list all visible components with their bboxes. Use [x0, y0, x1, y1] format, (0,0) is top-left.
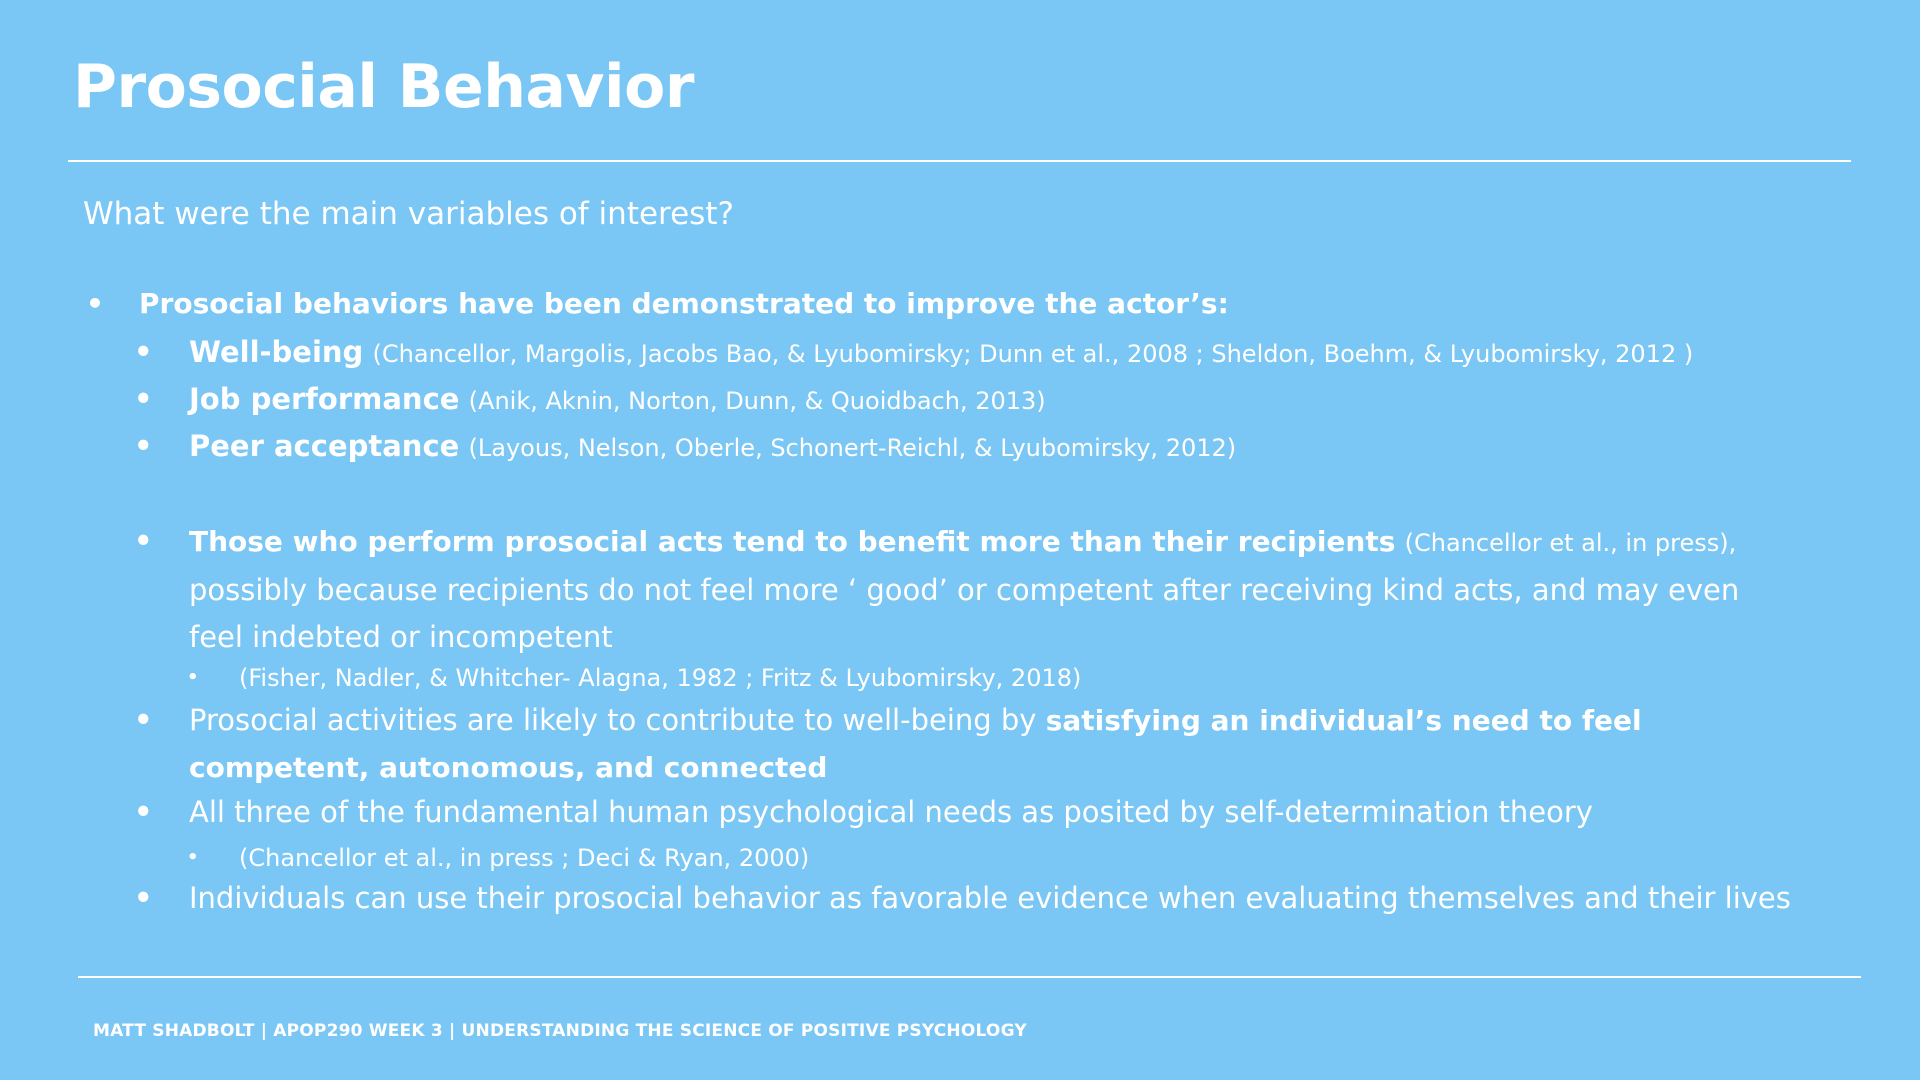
bullet-activities	[134, 697, 1789, 791]
activities-text: Prosocial activities are likely to contribute to well-being by	[189, 703, 1046, 737]
activities-needs: satisfying an individual’s need to feel competent, autonomous, and connected	[189, 704, 1642, 784]
bullet-peer-acceptance	[134, 429, 1237, 463]
bullet-dot: •	[134, 881, 153, 915]
benefit-inline-citation: (Chancellor et al., in press),	[1404, 529, 1737, 557]
bullet-dot: •	[134, 703, 153, 737]
bullet-wellbeing	[134, 335, 1694, 369]
bullet-needs-citation	[187, 844, 810, 872]
bullet-intro	[86, 287, 1229, 320]
bullet-dot: •	[86, 287, 104, 320]
bullet-dot: •	[134, 429, 153, 463]
bullet-evidence	[134, 881, 1791, 915]
bullet-benefit	[134, 518, 1789, 661]
slide-footer: MATT SHADBOLT | APOP290 WEEK 3 | UNDERSTANDING THE SCIENCE OF POSITIVE PSYCHOLOGY	[93, 1021, 1027, 1041]
bullet-dot: •	[134, 335, 153, 369]
benefit-citation-text: (Fisher, Nadler, & Whitcher- Alagna, 1982 ; Fritz & Lyubomirsky, 2018)	[239, 664, 1082, 692]
benefit-claim: Those who perform prosocial acts tend to benefit more than their recipients	[189, 525, 1396, 558]
evidence-text: Individuals can use their prosocial behavior as favorable evidence when evaluating themselves and their lives	[189, 881, 1791, 915]
needs-citation-text: (Chancellor et al., in press ; Deci & Ryan, 2000)	[239, 844, 810, 872]
benefit-explanation: possibly because recipients do not feel more ‘ good’ or competent after receiving kind acts, and may even feel indebted or incompetent	[189, 573, 1740, 654]
peer-acceptance-citation: (Layous, Nelson, Oberle, Schonert-Reichl, & Lyubomirsky, 2012)	[468, 434, 1237, 462]
wellbeing-citation: (Chancellor, Margolis, Jacobs Bao, & Lyubomirsky; Dunn et al., 2008 ; Sheldon, Boehm, & Lyubomirsky, 2012 )	[372, 340, 1694, 368]
peer-acceptance-term: Peer acceptance	[189, 429, 460, 463]
job-performance-term: Job performance	[189, 382, 460, 416]
needs-text: All three of the fundamental human psychological needs as posited by self-determination theory	[189, 795, 1593, 829]
bullet-benefit-citation	[187, 664, 1082, 692]
footer-divider	[78, 976, 1861, 978]
bullet-dot: •	[134, 382, 153, 416]
bullet-dot: •	[187, 847, 199, 868]
slide-question: What were the main variables of interest?	[83, 196, 734, 232]
slide-title: Prosocial Behavior	[73, 52, 694, 122]
bullet-dot: •	[134, 795, 153, 829]
job-performance-citation: (Anik, Aknin, Norton, Dunn, & Quoidbach, 2013)	[468, 387, 1046, 415]
title-divider	[68, 160, 1851, 162]
bullet-needs	[134, 795, 1593, 829]
bullet-job-performance	[134, 382, 1046, 416]
bullet-dot: •	[187, 667, 199, 688]
bullet-intro-text: Prosocial behaviors have been demonstrated to improve the actor’s:	[139, 287, 1229, 320]
bullet-dot: •	[134, 524, 153, 558]
wellbeing-term: Well-being	[189, 335, 364, 369]
